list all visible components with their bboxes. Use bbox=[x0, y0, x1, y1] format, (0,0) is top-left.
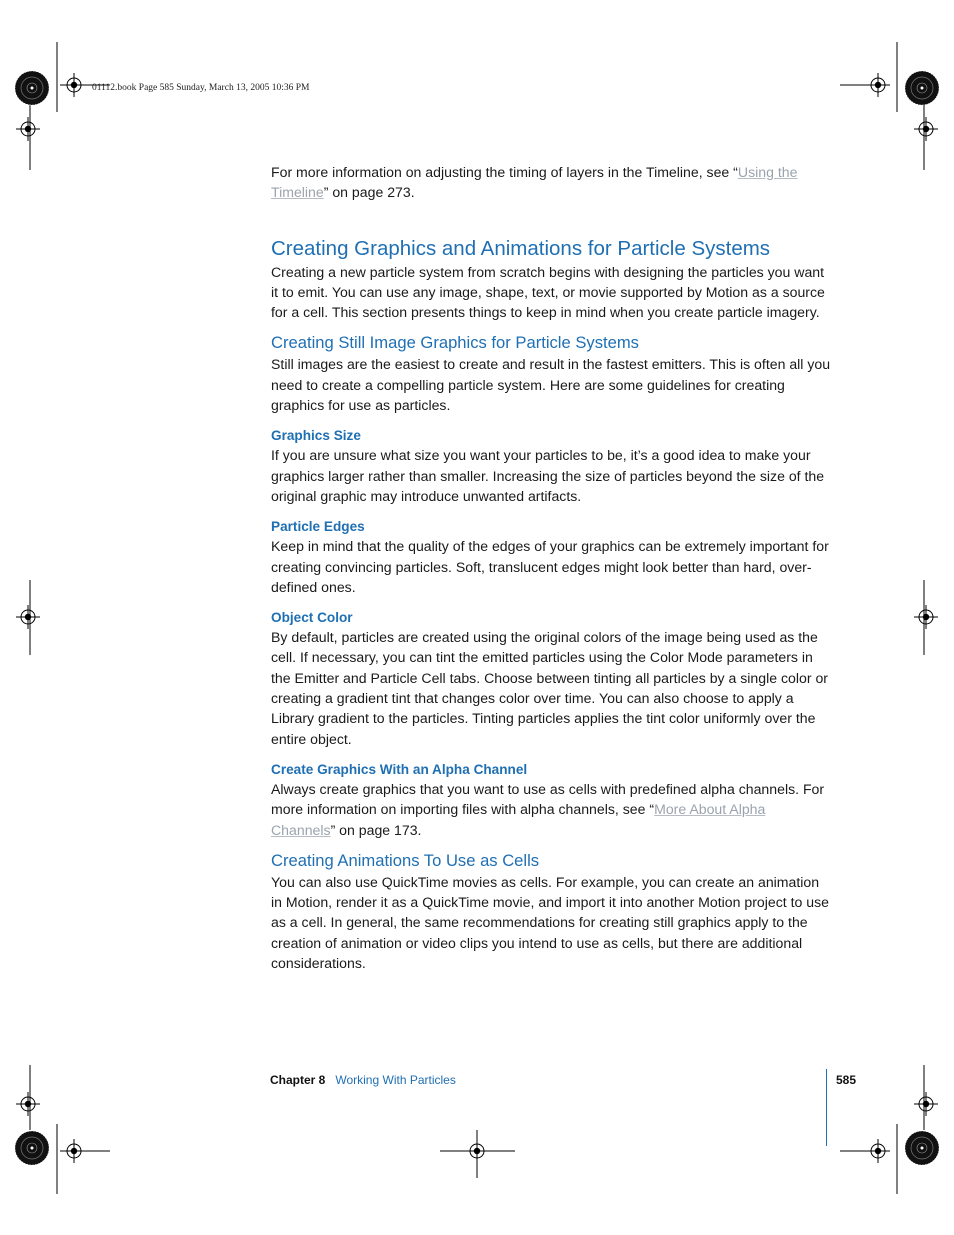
page-footer bbox=[270, 1073, 456, 1087]
section-heading: Creating Graphics and Animations for Particle Systems bbox=[271, 236, 771, 260]
registration-star-top-left bbox=[15, 71, 49, 105]
particle-edges-body: Keep in mind that the quality of the edges of your graphics can be extremely important for creating convincing particles. Soft, translucent edges might look better than hard, over-defined ones. bbox=[271, 538, 829, 595]
animations-heading: Creating Animations To Use as Cells bbox=[271, 850, 540, 870]
particle-edges-heading: Particle Edges bbox=[271, 519, 365, 535]
print-slug: 01112.book Page 585 Sunday, March 13, 2005 10:36 PM bbox=[92, 83, 310, 93]
alpha-heading: Create Graphics With an Alpha Channel bbox=[271, 761, 528, 777]
alpha-body bbox=[271, 779, 831, 840]
alpha-channels-link[interactable]: More About Alpha Channels bbox=[271, 801, 766, 838]
alpha-text-after: ” on page 173. bbox=[330, 821, 422, 838]
page-number: 585 bbox=[836, 1073, 857, 1087]
footer-rule bbox=[826, 1069, 827, 1146]
intro-paragraph bbox=[271, 162, 831, 203]
chapter-label: Chapter 8 bbox=[270, 1073, 326, 1087]
object-color-body: By default, particles are created using the original colors of the image being used as the cell. If necessary, you can tint the emitted particles using the Color Mode parameters in the Emitter and Particle Cell tabs. Choose between tinting all particles by a single color or creating a gradient tint that changes color over time. You can also choose to apply a Library gradient to the particles. Tinting particles applies the tint color uniformly over the entire object. bbox=[271, 629, 828, 747]
intro-text-after: ” on page 273. bbox=[323, 184, 415, 201]
intro-text: For more information on adjusting the timing of layers in the Timeline, see “ bbox=[271, 164, 738, 180]
animations-body: You can also use QuickTime movies as cells. For example, you can create an animation in Motion, render it as a QuickTime movie, and import it into another Motion project to use as a cell. In general, the same recommendations for creating still graphics apply to the creation of animation or video clips you intend to use as cells, but there are additional considerations. bbox=[271, 873, 830, 972]
graphics-size-body: If you are unsure what size you want your particles to be, it’s a good idea to make your graphics larger rather than smaller. Increasing the size of particles beyond the size of the original graphic may introduce unwanted artifacts. bbox=[271, 447, 825, 504]
registration-star-top-right bbox=[905, 71, 939, 105]
still-body: Still images are the easiest to create and result in the fastest emitters. This is often all you need to create a compelling particle system. Here are some guidelines for creating graphics for use as particles. bbox=[271, 356, 831, 414]
registration-star-bottom-right bbox=[905, 1131, 939, 1165]
timeline-link[interactable]: Using the Timeline bbox=[271, 164, 798, 201]
object-color-heading: Object Color bbox=[271, 610, 353, 626]
graphics-size-heading: Graphics Size bbox=[271, 428, 361, 444]
chapter-title: Working With Particles bbox=[335, 1073, 456, 1087]
still-heading: Creating Still Image Graphics for Particle Systems bbox=[271, 333, 639, 353]
section-body: Creating a new particle system from scratch begins with designing the particles you want it to emit. You can use any image, shape, text, or movie supported by Motion as a source for a cell. This section presents things to keep in mind when you create particle imagery. bbox=[271, 263, 825, 321]
registration-star-bottom-left bbox=[15, 1131, 49, 1165]
page-content bbox=[271, 162, 831, 973]
alpha-text: Always create graphics that you want to use as cells with predefined alpha channels. For more information on importing files with alpha channels, see “ bbox=[271, 780, 825, 818]
